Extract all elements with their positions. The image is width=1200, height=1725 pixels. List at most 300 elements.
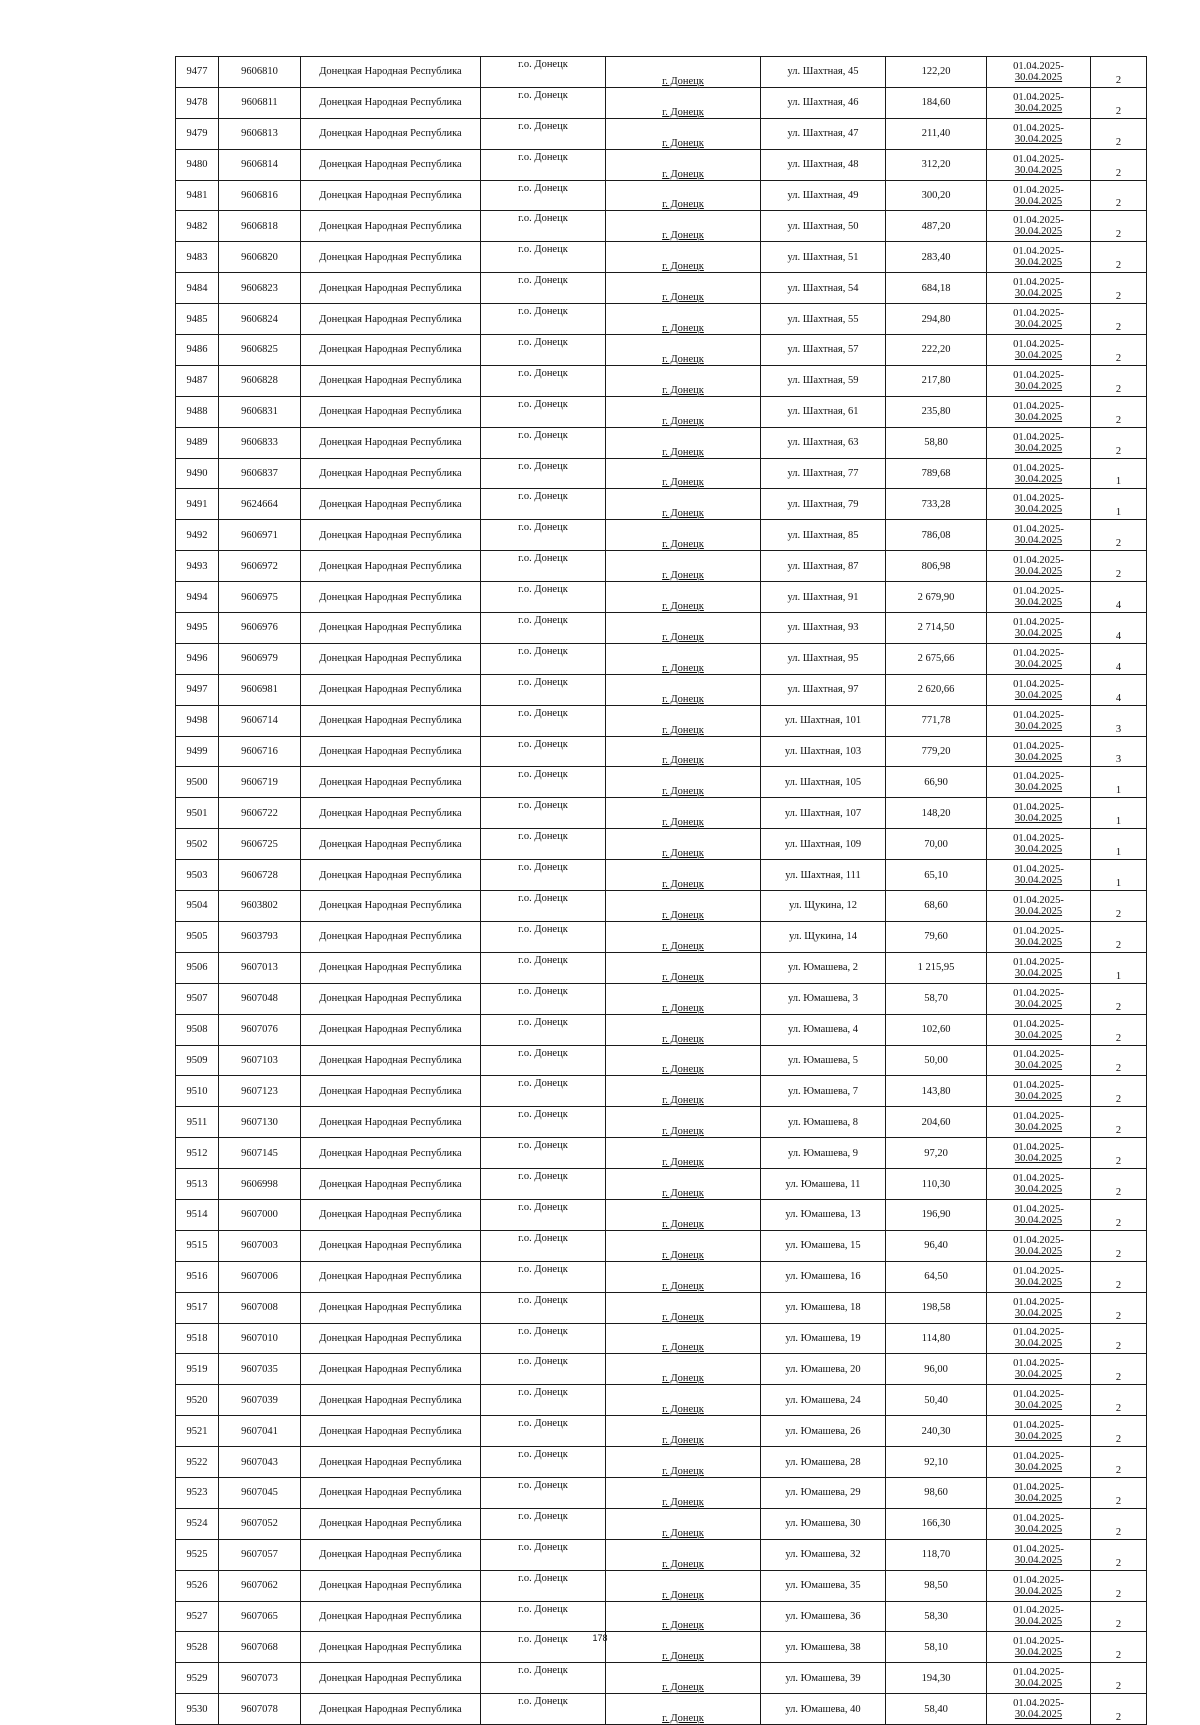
period-end: 30.04.2025 xyxy=(1014,1554,1063,1566)
period-end: 30.04.2025 xyxy=(1014,1431,1063,1443)
city-district: г.о. Донецк xyxy=(481,1477,606,1508)
city-district: г.о. Донецк xyxy=(481,1230,606,1261)
object-code: 9607003 xyxy=(219,1230,301,1261)
period-start: 01.04.2025- xyxy=(1013,1111,1064,1123)
table-row xyxy=(176,829,1147,860)
period-end: 30.04.2025 xyxy=(1014,288,1063,300)
street-address: ул. Юмашева, 38 xyxy=(761,1632,886,1663)
table-row xyxy=(176,983,1147,1014)
floors-count: 2 xyxy=(1091,87,1147,118)
floors-count: 2 xyxy=(1091,983,1147,1014)
table-row xyxy=(176,427,1147,458)
region-name: Донецкая Народная Республика xyxy=(301,1385,481,1416)
table-row xyxy=(176,180,1147,211)
street-address: ул. Юмашева, 9 xyxy=(761,1138,886,1169)
city-name-text: г. Донецк xyxy=(662,168,704,180)
city-district: г.о. Донецк xyxy=(481,921,606,952)
period-start: 01.04.2025- xyxy=(1013,864,1064,876)
street-address: ул. Шахтная, 45 xyxy=(761,57,886,88)
street-address: ул. Шахтная, 87 xyxy=(761,551,886,582)
row-number: 9530 xyxy=(176,1694,219,1725)
street-address: ул. Шахтная, 97 xyxy=(761,674,886,705)
period-end: 30.04.2025 xyxy=(1014,504,1063,516)
area-value: 198,58 xyxy=(886,1292,987,1323)
city-name xyxy=(606,829,761,860)
street-address: ул. Шахтная, 109 xyxy=(761,829,886,860)
floors-count: 2 xyxy=(1091,149,1147,180)
street-address: ул. Шахтная, 49 xyxy=(761,180,886,211)
period xyxy=(987,335,1091,366)
city-name xyxy=(606,705,761,736)
region-name: Донецкая Народная Республика xyxy=(301,1292,481,1323)
city-name xyxy=(606,57,761,88)
region-name: Донецкая Народная Республика xyxy=(301,1632,481,1663)
row-number: 9524 xyxy=(176,1508,219,1539)
street-address: ул. Шахтная, 48 xyxy=(761,149,886,180)
city-name-text: г. Донецк xyxy=(662,693,704,705)
period xyxy=(987,829,1091,860)
city-name xyxy=(606,1477,761,1508)
city-district: г.о. Донецк xyxy=(481,57,606,88)
object-code: 9607065 xyxy=(219,1601,301,1632)
city-name xyxy=(606,643,761,674)
period-end: 30.04.2025 xyxy=(1014,1338,1063,1350)
region-name: Донецкая Народная Республика xyxy=(301,1539,481,1570)
city-name xyxy=(606,365,761,396)
region-name: Донецкая Народная Республика xyxy=(301,1076,481,1107)
table-row xyxy=(176,705,1147,736)
city-name xyxy=(606,1014,761,1045)
period xyxy=(987,921,1091,952)
city-name xyxy=(606,87,761,118)
floors-count: 3 xyxy=(1091,736,1147,767)
table-row xyxy=(176,149,1147,180)
street-address: ул. Юмашева, 39 xyxy=(761,1663,886,1694)
floors-count: 1 xyxy=(1091,829,1147,860)
city-name xyxy=(606,1169,761,1200)
period-start: 01.04.2025- xyxy=(1013,338,1064,350)
table-row xyxy=(176,1385,1147,1416)
period-end: 30.04.2025 xyxy=(1014,875,1063,887)
table-row xyxy=(176,1477,1147,1508)
table-row xyxy=(176,1570,1147,1601)
city-district: г.о. Донецк xyxy=(481,1508,606,1539)
row-number: 9487 xyxy=(176,365,219,396)
floors-count: 1 xyxy=(1091,798,1147,829)
region-name: Донецкая Народная Республика xyxy=(301,952,481,983)
city-name xyxy=(606,242,761,273)
page-number: 178 xyxy=(592,1633,608,1643)
city-name xyxy=(606,489,761,520)
period-end: 30.04.2025 xyxy=(1014,1585,1063,1597)
table-row xyxy=(176,551,1147,582)
city-name-text: г. Донецк xyxy=(662,1311,704,1323)
area-value: 65,10 xyxy=(886,860,987,891)
period xyxy=(987,520,1091,551)
object-code: 9603793 xyxy=(219,921,301,952)
city-district: г.о. Донецк xyxy=(481,1632,606,1663)
object-code: 9606975 xyxy=(219,582,301,613)
floors-count: 2 xyxy=(1091,1663,1147,1694)
period-end: 30.04.2025 xyxy=(1014,627,1063,639)
city-district: г.о. Донецк xyxy=(481,1447,606,1478)
object-code: 9606714 xyxy=(219,705,301,736)
area-value: 98,50 xyxy=(886,1570,987,1601)
city-name xyxy=(606,1385,761,1416)
floors-count: 2 xyxy=(1091,1076,1147,1107)
row-number: 9520 xyxy=(176,1385,219,1416)
period-start: 01.04.2025- xyxy=(1013,308,1064,320)
period-start: 01.04.2025- xyxy=(1013,122,1064,134)
city-name xyxy=(606,520,761,551)
object-code: 9606813 xyxy=(219,118,301,149)
period xyxy=(987,1447,1091,1478)
period-start: 01.04.2025- xyxy=(1013,91,1064,103)
street-address: ул. Шахтная, 93 xyxy=(761,613,886,644)
city-name-text: г. Донецк xyxy=(662,879,704,891)
city-name xyxy=(606,118,761,149)
row-number: 9500 xyxy=(176,767,219,798)
city-name-text: г. Донецк xyxy=(662,384,704,396)
region-name: Донецкая Народная Республика xyxy=(301,1323,481,1354)
street-address: ул. Юмашева, 3 xyxy=(761,983,886,1014)
period-start: 01.04.2025- xyxy=(1013,215,1064,227)
street-address: ул. Щукина, 12 xyxy=(761,891,886,922)
floors-count: 2 xyxy=(1091,304,1147,335)
area-value: 118,70 xyxy=(886,1539,987,1570)
street-address: ул. Юмашева, 24 xyxy=(761,1385,886,1416)
floors-count: 2 xyxy=(1091,1045,1147,1076)
table-row xyxy=(176,952,1147,983)
table-row xyxy=(176,1292,1147,1323)
period-start: 01.04.2025- xyxy=(1013,1698,1064,1710)
area-value: 217,80 xyxy=(886,365,987,396)
period xyxy=(987,118,1091,149)
period-end: 30.04.2025 xyxy=(1014,1060,1063,1072)
floors-count: 1 xyxy=(1091,489,1147,520)
region-name: Донецкая Народная Республика xyxy=(301,1447,481,1478)
region-name: Донецкая Народная Республика xyxy=(301,57,481,88)
row-number: 9510 xyxy=(176,1076,219,1107)
city-name-text: г. Донецк xyxy=(662,909,704,921)
row-number: 9494 xyxy=(176,582,219,613)
region-name: Донецкая Народная Республика xyxy=(301,242,481,273)
row-number: 9523 xyxy=(176,1477,219,1508)
street-address: ул. Шахтная, 51 xyxy=(761,242,886,273)
period-end: 30.04.2025 xyxy=(1014,566,1063,578)
floors-count: 4 xyxy=(1091,582,1147,613)
period-start: 01.04.2025- xyxy=(1013,1605,1064,1617)
street-address: ул. Юмашева, 28 xyxy=(761,1447,886,1478)
region-name: Донецкая Народная Республика xyxy=(301,1014,481,1045)
city-name xyxy=(606,736,761,767)
period-start: 01.04.2025- xyxy=(1013,1142,1064,1154)
period xyxy=(987,87,1091,118)
object-code: 9607000 xyxy=(219,1199,301,1230)
object-code: 9606979 xyxy=(219,643,301,674)
row-number: 9493 xyxy=(176,551,219,582)
period xyxy=(987,365,1091,396)
city-name-text: г. Донецк xyxy=(662,75,704,87)
object-code: 9607130 xyxy=(219,1107,301,1138)
period-end: 30.04.2025 xyxy=(1014,319,1063,331)
city-name-text: г. Донецк xyxy=(662,786,704,798)
row-number: 9508 xyxy=(176,1014,219,1045)
street-address: ул. Юмашева, 5 xyxy=(761,1045,886,1076)
period-start: 01.04.2025- xyxy=(1013,1389,1064,1401)
city-name xyxy=(606,983,761,1014)
table-row xyxy=(176,1169,1147,1200)
object-code: 9603802 xyxy=(219,891,301,922)
city-name-text: г. Донецк xyxy=(662,1002,704,1014)
city-name xyxy=(606,180,761,211)
period-end: 30.04.2025 xyxy=(1014,1616,1063,1628)
object-code: 9607103 xyxy=(219,1045,301,1076)
area-value: 204,60 xyxy=(886,1107,987,1138)
city-name-text: г. Донецк xyxy=(662,1280,704,1292)
street-address: ул. Юмашева, 19 xyxy=(761,1323,886,1354)
period-end: 30.04.2025 xyxy=(1014,782,1063,794)
region-name: Донецкая Народная Республика xyxy=(301,1045,481,1076)
area-value: 64,50 xyxy=(886,1261,987,1292)
area-value: 240,30 xyxy=(886,1416,987,1447)
period-end: 30.04.2025 xyxy=(1014,1709,1063,1721)
area-value: 789,68 xyxy=(886,458,987,489)
floors-count: 2 xyxy=(1091,1014,1147,1045)
region-name: Донецкая Народная Республика xyxy=(301,582,481,613)
period xyxy=(987,551,1091,582)
row-number: 9479 xyxy=(176,118,219,149)
object-code: 9606831 xyxy=(219,396,301,427)
city-district: г.о. Донецк xyxy=(481,1323,606,1354)
object-code: 9607008 xyxy=(219,1292,301,1323)
area-value: 283,40 xyxy=(886,242,987,273)
city-name xyxy=(606,1199,761,1230)
period-end: 30.04.2025 xyxy=(1014,967,1063,979)
floors-count: 2 xyxy=(1091,1199,1147,1230)
period xyxy=(987,582,1091,613)
region-name: Донецкая Народная Республика xyxy=(301,1138,481,1169)
floors-count: 2 xyxy=(1091,551,1147,582)
area-value: 222,20 xyxy=(886,335,987,366)
object-code: 9606825 xyxy=(219,335,301,366)
table-row xyxy=(176,674,1147,705)
period-start: 01.04.2025- xyxy=(1013,1358,1064,1370)
period xyxy=(987,798,1091,829)
floors-count: 2 xyxy=(1091,427,1147,458)
city-district: г.о. Донецк xyxy=(481,891,606,922)
floors-count: 2 xyxy=(1091,335,1147,366)
area-value: 194,30 xyxy=(886,1663,987,1694)
floors-count: 2 xyxy=(1091,1570,1147,1601)
city-name-text: г. Донецк xyxy=(662,1496,704,1508)
row-number: 9478 xyxy=(176,87,219,118)
object-code: 9606814 xyxy=(219,149,301,180)
region-name: Донецкая Народная Республика xyxy=(301,335,481,366)
city-name xyxy=(606,767,761,798)
floors-count: 2 xyxy=(1091,1138,1147,1169)
period-start: 01.04.2025- xyxy=(1013,740,1064,752)
street-address: ул. Шахтная, 103 xyxy=(761,736,886,767)
row-number: 9517 xyxy=(176,1292,219,1323)
floors-count: 1 xyxy=(1091,767,1147,798)
city-name xyxy=(606,273,761,304)
period-start: 01.04.2025- xyxy=(1013,1203,1064,1215)
city-district: г.о. Донецк xyxy=(481,1694,606,1725)
row-number: 9515 xyxy=(176,1230,219,1261)
city-district: г.о. Донецк xyxy=(481,427,606,458)
region-name: Донецкая Народная Республика xyxy=(301,798,481,829)
floors-count: 3 xyxy=(1091,705,1147,736)
street-address: ул. Шахтная, 105 xyxy=(761,767,886,798)
period xyxy=(987,1601,1091,1632)
period-start: 01.04.2025- xyxy=(1013,1018,1064,1030)
period xyxy=(987,57,1091,88)
period xyxy=(987,1169,1091,1200)
city-name-text: г. Донецк xyxy=(662,1713,704,1725)
area-value: 786,08 xyxy=(886,520,987,551)
city-name xyxy=(606,674,761,705)
object-code: 9607123 xyxy=(219,1076,301,1107)
city-name-text: г. Донецк xyxy=(662,1218,704,1230)
city-name-text: г. Донецк xyxy=(662,1404,704,1416)
period xyxy=(987,1663,1091,1694)
period-start: 01.04.2025- xyxy=(1013,1512,1064,1524)
street-address: ул. Юмашева, 29 xyxy=(761,1477,886,1508)
street-address: ул. Шахтная, 111 xyxy=(761,860,886,891)
city-district: г.о. Донецк xyxy=(481,396,606,427)
city-district: г.о. Донецк xyxy=(481,1014,606,1045)
floors-count: 1 xyxy=(1091,952,1147,983)
city-name xyxy=(606,921,761,952)
city-name xyxy=(606,1138,761,1169)
area-value: 487,20 xyxy=(886,211,987,242)
row-number: 9507 xyxy=(176,983,219,1014)
city-name xyxy=(606,1292,761,1323)
city-name-text: г. Донецк xyxy=(662,261,704,273)
street-address: ул. Шахтная, 50 xyxy=(761,211,886,242)
street-address: ул. Шахтная, 57 xyxy=(761,335,886,366)
area-value: 70,00 xyxy=(886,829,987,860)
object-code: 9607052 xyxy=(219,1508,301,1539)
region-name: Донецкая Народная Республика xyxy=(301,1477,481,1508)
table-row xyxy=(176,520,1147,551)
city-district: г.о. Донецк xyxy=(481,365,606,396)
period xyxy=(987,952,1091,983)
period-end: 30.04.2025 xyxy=(1014,1647,1063,1659)
object-code: 9606998 xyxy=(219,1169,301,1200)
region-name: Донецкая Народная Республика xyxy=(301,87,481,118)
period-end: 30.04.2025 xyxy=(1014,535,1063,547)
period-start: 01.04.2025- xyxy=(1013,493,1064,505)
object-code: 9607010 xyxy=(219,1323,301,1354)
period-start: 01.04.2025- xyxy=(1013,709,1064,721)
street-address: ул. Юмашева, 40 xyxy=(761,1694,886,1725)
city-name xyxy=(606,860,761,891)
period-end: 30.04.2025 xyxy=(1014,1245,1063,1257)
city-district: г.о. Донецк xyxy=(481,705,606,736)
period-end: 30.04.2025 xyxy=(1014,597,1063,609)
table-row xyxy=(176,396,1147,427)
period-start: 01.04.2025- xyxy=(1013,1296,1064,1308)
area-value: 300,20 xyxy=(886,180,987,211)
street-address: ул. Юмашева, 8 xyxy=(761,1107,886,1138)
floors-count: 2 xyxy=(1091,180,1147,211)
period-start: 01.04.2025- xyxy=(1013,1080,1064,1092)
city-district: г.о. Донецк xyxy=(481,489,606,520)
city-name xyxy=(606,396,761,427)
row-number: 9506 xyxy=(176,952,219,983)
row-number: 9518 xyxy=(176,1323,219,1354)
period-start: 01.04.2025- xyxy=(1013,431,1064,443)
period xyxy=(987,1508,1091,1539)
period-start: 01.04.2025- xyxy=(1013,647,1064,659)
area-value: 58,40 xyxy=(886,1694,987,1725)
floors-count: 4 xyxy=(1091,674,1147,705)
city-district: г.о. Донецк xyxy=(481,458,606,489)
city-district: г.о. Донецк xyxy=(481,211,606,242)
period-end: 30.04.2025 xyxy=(1014,349,1063,361)
city-district: г.о. Донецк xyxy=(481,304,606,335)
area-value: 58,10 xyxy=(886,1632,987,1663)
object-code: 9607039 xyxy=(219,1385,301,1416)
city-name xyxy=(606,458,761,489)
area-value: 110,30 xyxy=(886,1169,987,1200)
period-end: 30.04.2025 xyxy=(1014,1214,1063,1226)
period xyxy=(987,1570,1091,1601)
city-name xyxy=(606,1601,761,1632)
city-name-text: г. Донецк xyxy=(662,1342,704,1354)
city-district: г.о. Донецк xyxy=(481,1076,606,1107)
period-start: 01.04.2025- xyxy=(1013,987,1064,999)
region-name: Донецкая Народная Республика xyxy=(301,427,481,458)
object-code: 9606728 xyxy=(219,860,301,891)
city-district: г.о. Донецк xyxy=(481,242,606,273)
period-end: 30.04.2025 xyxy=(1014,102,1063,114)
object-code: 9607041 xyxy=(219,1416,301,1447)
floors-count: 4 xyxy=(1091,643,1147,674)
region-name: Донецкая Народная Республика xyxy=(301,396,481,427)
row-number: 9480 xyxy=(176,149,219,180)
city-name-text: г. Донецк xyxy=(662,1465,704,1477)
street-address: ул. Шахтная, 59 xyxy=(761,365,886,396)
period-start: 01.04.2025- xyxy=(1013,616,1064,628)
area-value: 2 620,66 xyxy=(886,674,987,705)
row-number: 9526 xyxy=(176,1570,219,1601)
row-number: 9528 xyxy=(176,1632,219,1663)
period-end: 30.04.2025 xyxy=(1014,1276,1063,1288)
row-number: 9505 xyxy=(176,921,219,952)
city-name-text: г. Донецк xyxy=(662,353,704,365)
table-row xyxy=(176,1076,1147,1107)
period xyxy=(987,767,1091,798)
street-address: ул. Шахтная, 77 xyxy=(761,458,886,489)
street-address: ул. Юмашева, 16 xyxy=(761,1261,886,1292)
street-address: ул. Юмашева, 26 xyxy=(761,1416,886,1447)
table-row xyxy=(176,582,1147,613)
city-name-text: г. Донецк xyxy=(662,1249,704,1261)
table-row xyxy=(176,1045,1147,1076)
object-code: 9606837 xyxy=(219,458,301,489)
period-end: 30.04.2025 xyxy=(1014,1400,1063,1412)
city-district: г.о. Донецк xyxy=(481,829,606,860)
object-code: 9607076 xyxy=(219,1014,301,1045)
street-address: ул. Юмашева, 32 xyxy=(761,1539,886,1570)
region-name: Донецкая Народная Республика xyxy=(301,1354,481,1385)
table-row xyxy=(176,1107,1147,1138)
row-number: 9527 xyxy=(176,1601,219,1632)
street-address: ул. Шахтная, 54 xyxy=(761,273,886,304)
